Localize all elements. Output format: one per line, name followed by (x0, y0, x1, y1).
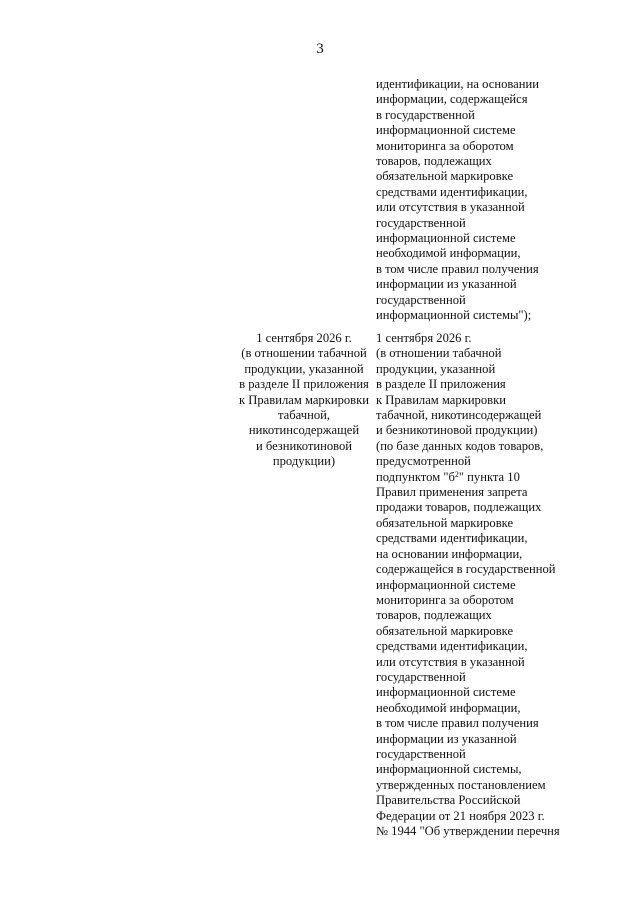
text-line: к Правилам маркировки (239, 392, 369, 407)
text-line: средствами идентификации, (376, 531, 528, 546)
text-line: Правительства Российской (376, 793, 521, 808)
subpoint-reference-line (376, 470, 626, 485)
text-line: информации из указанной (376, 277, 517, 292)
text-line: утвержденных постановлением (376, 777, 546, 792)
left-date-cell (214, 331, 394, 470)
text-line: Федерации от 21 ноября 2023 г. (376, 808, 545, 823)
right-date-cell (376, 331, 626, 839)
text-line: в том числе правил получения (376, 716, 539, 731)
text-line: табачной, (278, 408, 330, 423)
text-line: предусмотренной (376, 454, 471, 469)
text-line: на основании информации, (376, 546, 523, 561)
superscript: 2 (454, 469, 459, 479)
text-line: информационной системе (376, 231, 516, 246)
text-line: информационной системе (376, 577, 516, 592)
text-line: Правил применения запрета (376, 485, 528, 500)
text-line: продукции, указанной (244, 361, 364, 376)
text-line: информационной системе (376, 123, 516, 138)
text-line: товаров, подлежащих (376, 154, 492, 169)
text-line: продукции, указанной (376, 361, 496, 376)
text-line: обязательной маркировке (376, 623, 514, 638)
text-line: информационной системы, (376, 762, 522, 777)
text-line: (по базе данных кодов товаров, (376, 438, 544, 453)
text-line: средствами идентификации, (376, 639, 528, 654)
text-line: информации из указанной (376, 731, 517, 746)
text-line: средствами идентификации, (376, 184, 528, 199)
text-line: содержащейся в государственной (376, 562, 556, 577)
text-line: или отсутствия в указанной (376, 654, 525, 669)
text-line: и безникотиновой продукции) (376, 423, 538, 438)
text-line: информации, содержащейся (376, 92, 528, 107)
text-line: продукции) (272, 454, 336, 469)
page-number: 3 (316, 41, 324, 57)
text-line: обязательной маркировке (376, 169, 514, 184)
text-line: государственной (376, 669, 466, 684)
text-line: № 1944 "Об утверждении перечня (376, 824, 560, 838)
text-line: или отсутствия в указанной (376, 200, 525, 215)
text-line: в государственной (376, 107, 475, 122)
text-line: в разделе II приложения (376, 377, 506, 392)
text-line: 1 сентября 2026 г. (376, 331, 472, 345)
text-line: табачной, никотинсодержащей (376, 408, 542, 423)
text-line: никотинсодержащей (248, 423, 360, 438)
text-line: (в отношении табачной (376, 346, 502, 361)
text-line: обязательной маркировке (376, 515, 514, 530)
text-line: необходимой информации, (376, 246, 521, 261)
text-line: информационной системе (376, 685, 516, 700)
text-line: в разделе II приложения (239, 377, 369, 392)
text-line: (в отношении табачной (241, 346, 367, 361)
text-line: идентификации, на основании (376, 77, 539, 91)
text-line: 1 сентября 2026 г. (256, 331, 352, 345)
text-line: государственной (376, 292, 466, 307)
text-line: продажи товаров, подлежащих (376, 500, 542, 515)
text-line: мониторинга за оборотом (376, 592, 514, 607)
text-fragment: подпунктом "б (376, 469, 455, 484)
text-line: товаров, подлежащих (376, 608, 492, 623)
text-line: к Правилам маркировки (376, 392, 506, 407)
text-line: в том числе правил получения (376, 261, 539, 276)
text-line: государственной (376, 746, 466, 761)
text-line: необходимой информации, (376, 700, 521, 715)
text-line: мониторинга за оборотом (376, 138, 514, 153)
text-line: информационной системы"); (376, 308, 532, 323)
text-line: государственной (376, 215, 466, 230)
text-line: и безникотиновой (255, 438, 353, 453)
top-right-text-block (376, 77, 626, 324)
text-fragment: " пункта 10 (458, 469, 520, 484)
